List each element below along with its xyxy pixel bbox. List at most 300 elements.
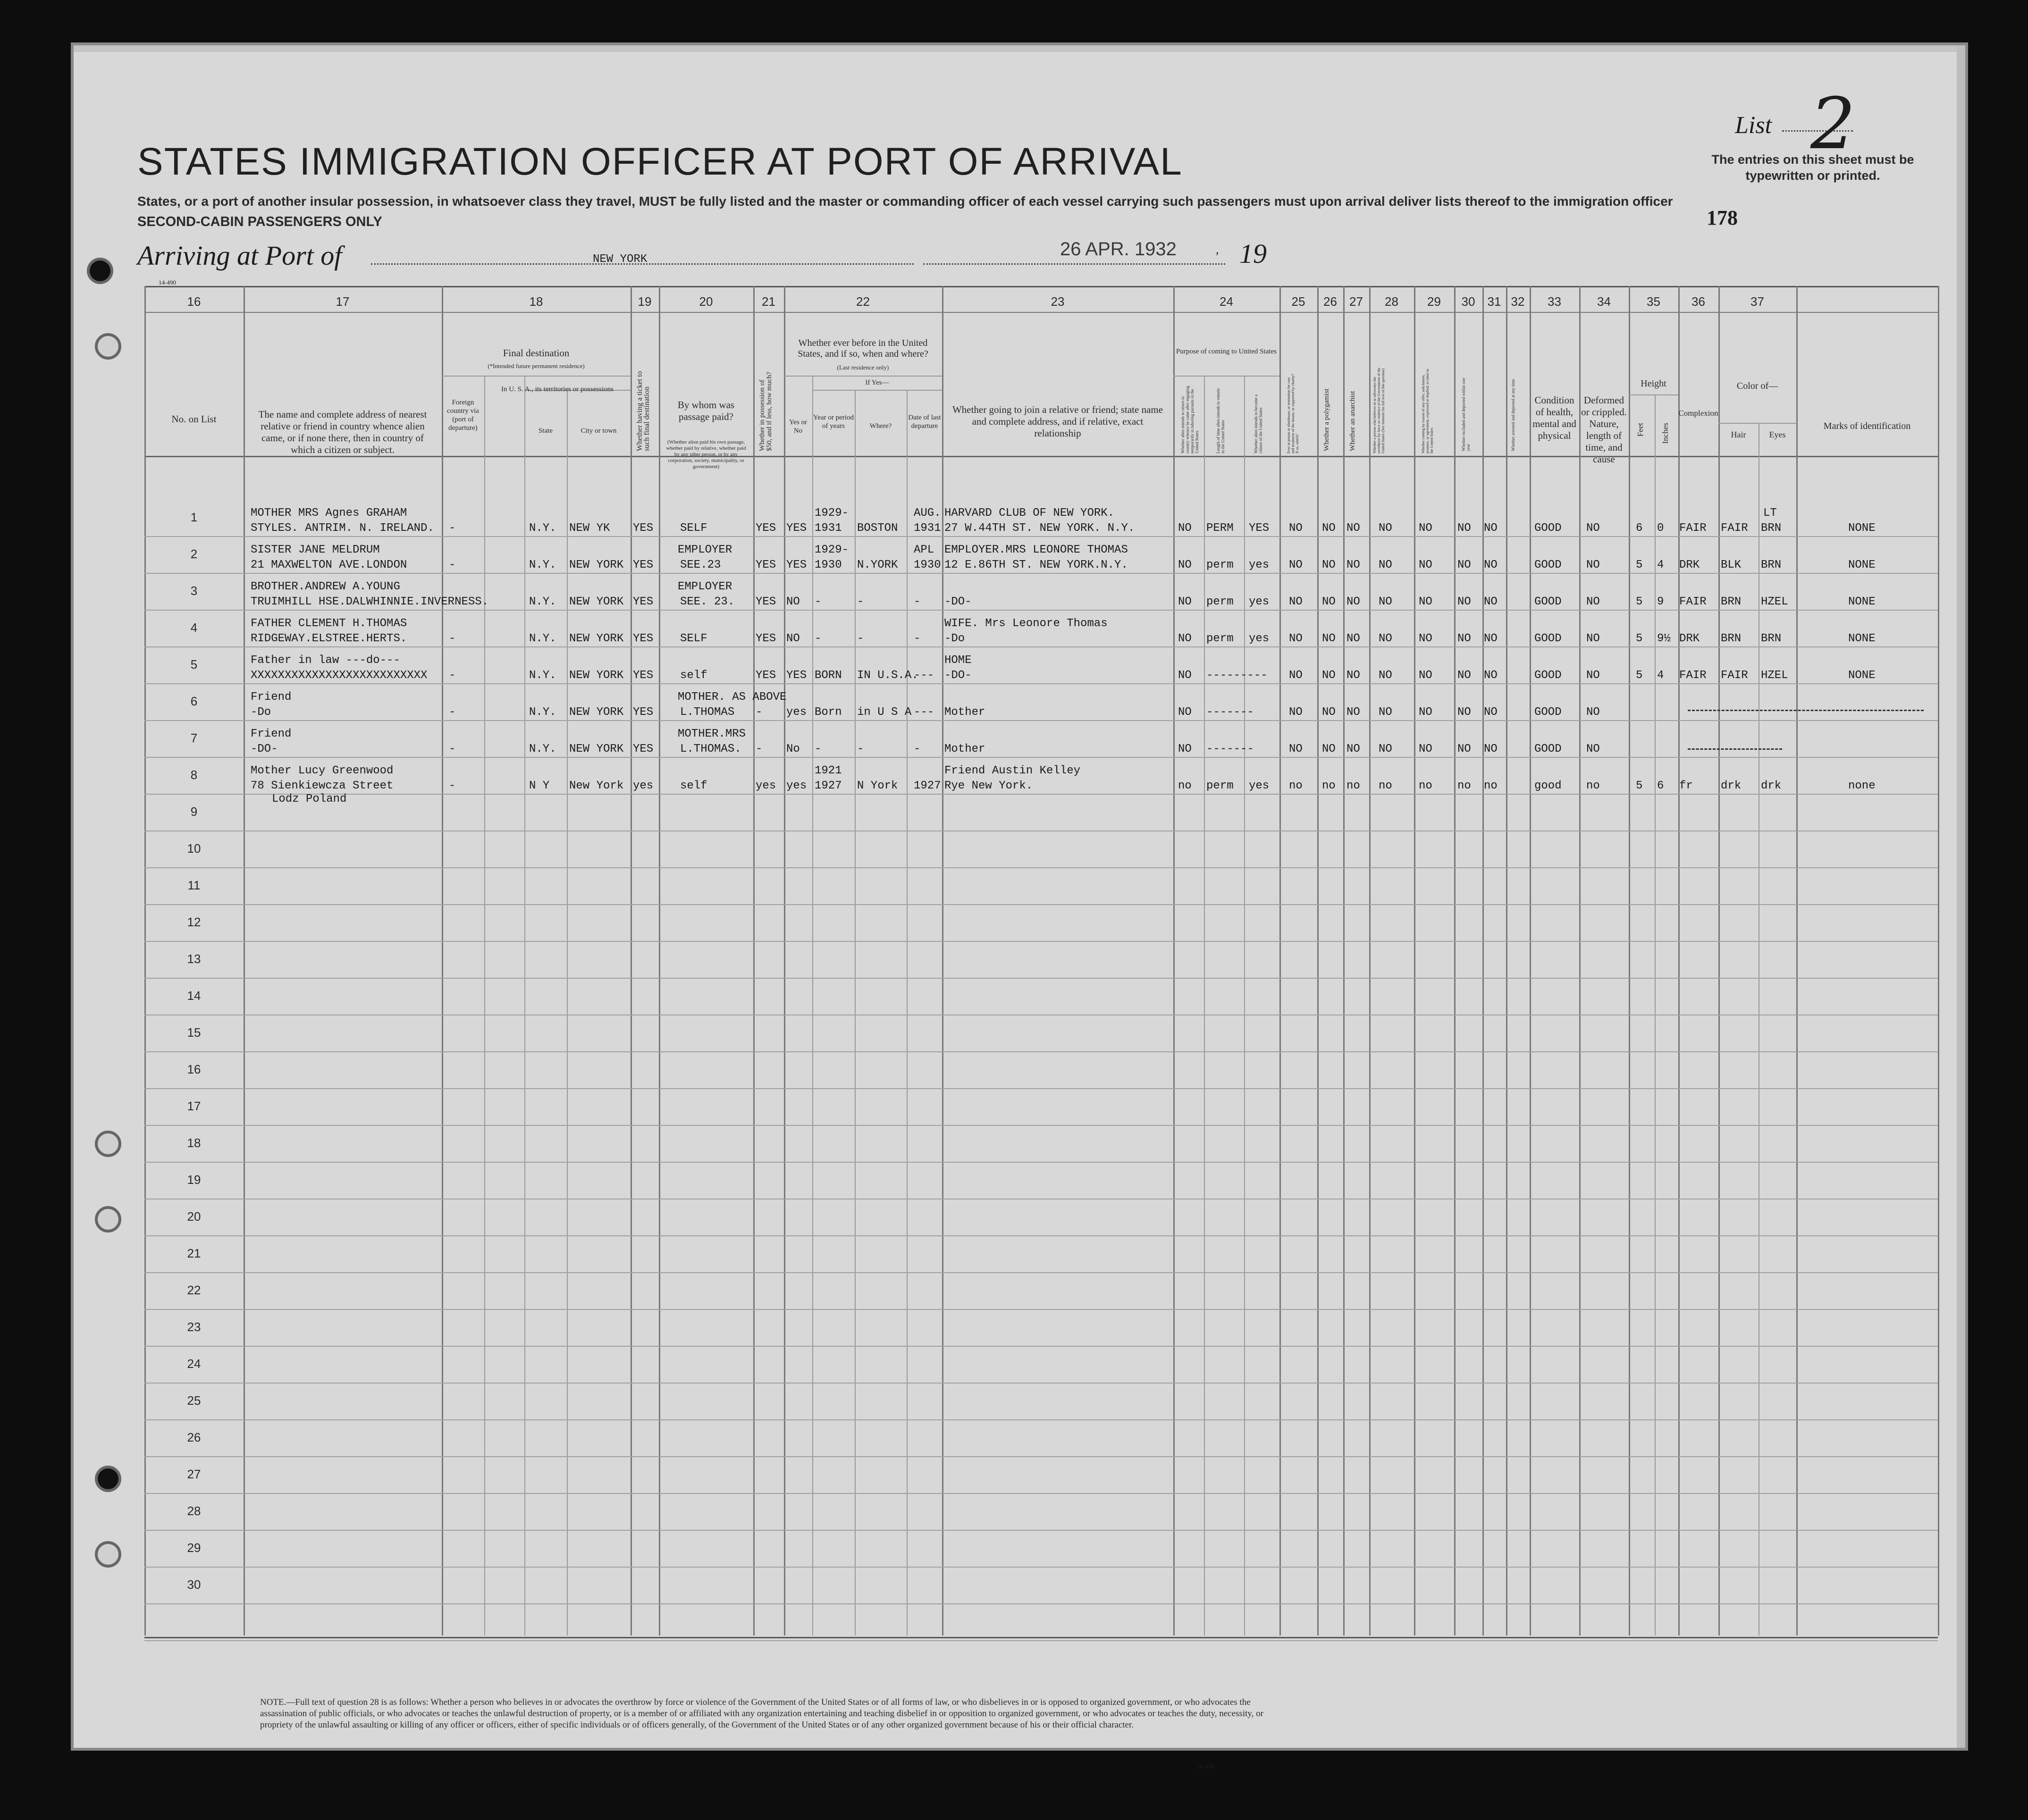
row-number: 28 — [187, 1504, 201, 1518]
row-number: 17 — [187, 1099, 201, 1113]
column-number: 37 — [1750, 294, 1764, 309]
header-where: Where? — [869, 422, 892, 430]
binder-hole — [95, 1131, 121, 1157]
foreign-country-value: - — [449, 522, 456, 535]
polygamist-value: no — [1322, 780, 1336, 792]
city-value: New York — [569, 780, 624, 792]
header-q29: Whether coming by reason of any offer, solicitation, promise, or agreement, expressed or implied, to labor in the United States — [1421, 369, 1434, 453]
row-line — [144, 941, 1938, 942]
col-line — [442, 286, 443, 1635]
relative-line-2: TRUIMHILL HSE.DALWHINNIE.INVERNESS. — [251, 595, 489, 608]
row-line — [144, 646, 1938, 647]
footer-code: 14-490 — [1197, 1763, 1214, 1770]
feet-value: 5 — [1636, 559, 1643, 571]
foreign-country-value: - — [449, 706, 456, 719]
city-value: NEW YORK — [569, 669, 624, 682]
column-number: 24 — [1220, 294, 1233, 309]
row-number: 1 — [190, 510, 198, 524]
row-line — [144, 978, 1938, 979]
ever-before-value: No — [786, 743, 800, 755]
ticket-value: YES — [633, 595, 654, 608]
return-value: NO — [1178, 706, 1192, 719]
health-value: GOOD — [1534, 559, 1562, 571]
column-number: 34 — [1597, 294, 1611, 309]
row-number: 23 — [187, 1320, 201, 1334]
row-line — [144, 1088, 1938, 1089]
date-dotted-line — [923, 263, 1225, 265]
column-number: 23 — [1051, 294, 1065, 309]
foreign-country-value: - — [449, 669, 456, 682]
row-number: 10 — [187, 841, 201, 855]
join-line-1: HARVARD CLUB OF NEW YORK. — [944, 507, 1115, 520]
return-value: NO — [1178, 595, 1192, 608]
marks-value: NONE — [1848, 632, 1876, 645]
complexion-value: fr — [1679, 780, 1693, 792]
departure-line-2: --- — [914, 706, 934, 719]
q29-value: NO — [1419, 522, 1432, 535]
paid-line-2: L.THOMAS — [680, 706, 735, 719]
polygamist-value: NO — [1322, 743, 1336, 755]
col-line — [812, 376, 813, 1635]
col-line — [244, 286, 245, 1635]
eyes-value: drk — [1761, 780, 1782, 792]
column-number: 22 — [856, 294, 870, 309]
foreign-country-value: - — [449, 743, 456, 755]
length-value: ------- — [1206, 743, 1254, 755]
header-deformed: Deformed or crippled. Nature, length of time, and cause — [1581, 394, 1627, 465]
row-line — [144, 1235, 1938, 1236]
return-value: no — [1178, 780, 1192, 792]
join-line-1: HOME — [944, 654, 972, 667]
departure-line-1: APL — [914, 544, 934, 556]
ticket-value: YES — [633, 559, 654, 571]
header-ever-before: Whether ever before in the United States, and if so, when and where? — [798, 338, 928, 359]
return-value: NO — [1178, 522, 1192, 535]
join-line-1: WIFE. Mrs Leonore Thomas — [944, 617, 1108, 630]
column-number: 26 — [1323, 294, 1337, 309]
header-final-destination: Final destination — [503, 347, 570, 359]
eyes-value: BRN — [1761, 522, 1782, 535]
anarchist-value: NO — [1346, 559, 1360, 571]
state-value: N.Y. — [529, 743, 556, 755]
deformed-value: NO — [1586, 743, 1600, 755]
polygamist-value: NO — [1322, 522, 1336, 535]
feet-value: 5 — [1636, 669, 1643, 682]
complexion-value: FAIR — [1679, 669, 1707, 682]
header-anarchist: Whether an anarchist — [1349, 391, 1356, 451]
col-line — [1718, 286, 1720, 1635]
col-line — [659, 286, 660, 1635]
join-line-2: -DO- — [944, 595, 972, 608]
q31-value: no — [1484, 780, 1498, 792]
paid-line-2: L.THOMAS. — [680, 743, 741, 755]
relative-line-1: Mother Lucy Greenwood — [251, 764, 394, 777]
column-number: 27 — [1349, 294, 1363, 309]
col-line — [907, 390, 908, 1635]
column-number: 16 — [187, 294, 201, 309]
ever-before-value: YES — [786, 559, 807, 571]
footnote: NOTE.—Full text of question 28 is as follows: Whether a person who believes in or advocates the overthrow by force or violence of the Government of the United States or of all forms of law, or who disbelieves in or is opposed to organized government, or who advocates the assassination of public officials, or who advocates or teaches the unlawful destruction of property, or is a member of or affiliated with any organization entertaining and teaching disbelief in or opposition to organized government, or who advocates or teaches the duty, necessity, or propriety of the unlawful assaulting or killing of any officer or officers, either of specific individuals or of officers generally, of the Government of the United States or of any other organized government because of his or their official character. — [260, 1697, 1263, 1730]
list-label: List — [1735, 112, 1772, 139]
year-line-1: 1929- — [815, 507, 849, 520]
ticket-value: yes — [633, 780, 654, 792]
row-line — [144, 1272, 1938, 1273]
column-number: 32 — [1511, 294, 1525, 309]
year-line-2: Born — [815, 706, 842, 719]
col-line — [567, 390, 568, 1635]
col-line — [1173, 286, 1175, 1635]
prison-value: NO — [1289, 595, 1303, 608]
q28-value: no — [1379, 780, 1392, 792]
city-value: NEW YORK — [569, 706, 624, 719]
row-number: 4 — [190, 621, 198, 635]
manifest-table — [144, 286, 1938, 1638]
paid-line-2: self — [680, 669, 707, 682]
q29-value: NO — [1419, 559, 1432, 571]
departure-line-1: AUG. — [914, 507, 941, 520]
row-line — [144, 1603, 1938, 1604]
q28-value: NO — [1379, 632, 1392, 645]
length-value: ------- — [1206, 706, 1254, 719]
eyes-value: HZEL — [1761, 595, 1788, 608]
where-value: N.YORK — [857, 559, 898, 571]
row-line — [144, 1493, 1938, 1494]
citizen-value: YES — [1249, 522, 1270, 535]
row-line — [144, 794, 1938, 795]
header-q31: Whether arrested and deported at any time — [1511, 379, 1515, 451]
q30-value: NO — [1457, 632, 1471, 645]
instruction-line-1: States, or a port of another insular possession, in whatsoever class they travel, MUST be fully listed and the master or commanding officer of each vessel carrying such passengers must upon arrival deliver lists thereof to the immigration officer — [137, 194, 1673, 209]
money-value: yes — [756, 780, 776, 792]
row-line — [144, 536, 1938, 537]
money-value: YES — [756, 595, 776, 608]
join-line-1: Friend Austin Kelley — [944, 764, 1081, 777]
column-number: 28 — [1385, 294, 1398, 309]
city-value: NEW YORK — [569, 743, 624, 755]
binder-hole — [95, 1206, 121, 1233]
header-purpose-b: Length of time alien intends to remain in the United States — [1216, 388, 1225, 453]
subheader-line — [1718, 423, 1796, 424]
row-line — [144, 904, 1938, 905]
relative-line-2: -Do — [251, 706, 271, 719]
header-relative-address: The name and complete address of nearest relative or friend in country whence alien came, or if none there, then in country of which a citizen or subject. — [258, 409, 427, 455]
header-polygamist: Whether a polygamist — [1323, 388, 1330, 451]
inches-value: 4 — [1657, 559, 1664, 571]
header-final-destination-sub: (*Intended future permanent residence) — [488, 362, 585, 369]
header-ticket: Whether having a ticket to such final destination — [636, 371, 651, 451]
eyes-value: BRN — [1761, 559, 1782, 571]
paid-line-1: MOTHER.MRS — [678, 728, 746, 740]
q30-value: NO — [1457, 669, 1471, 682]
row-number: 11 — [187, 878, 201, 892]
money-value: YES — [756, 632, 776, 645]
eyes-value: HZEL — [1761, 669, 1788, 682]
deformed-value: NO — [1586, 559, 1600, 571]
length-value: perm — [1206, 780, 1234, 792]
where-value: IN U.S.A. — [857, 669, 918, 682]
row-number: 5 — [190, 657, 198, 671]
relative-line-1: Friend — [251, 728, 292, 740]
subheader-line — [1173, 376, 1279, 377]
inches-value: 6 — [1657, 780, 1664, 792]
year-line-1: 1929- — [815, 544, 849, 556]
subheader-line — [1629, 394, 1678, 395]
anarchist-value: NO — [1346, 522, 1360, 535]
subheader-line — [442, 376, 631, 377]
relative-line-1: SISTER JANE MELDRUM — [251, 544, 380, 556]
column-number: 29 — [1427, 294, 1441, 309]
header-purpose-c: Whether alien intends to become a citizen of the United States — [1254, 394, 1263, 453]
ever-before-value: yes — [786, 706, 807, 719]
complexion-value: FAIR — [1679, 522, 1707, 535]
citizen-value: yes — [1249, 595, 1270, 608]
q31-value: NO — [1484, 743, 1498, 755]
inches-value: 9½ — [1657, 632, 1671, 645]
paid-line-2: self — [680, 780, 707, 792]
q29-value: no — [1419, 780, 1432, 792]
ever-before-value: YES — [786, 669, 807, 682]
year-line-2: 1931 — [815, 522, 842, 535]
column-number: 21 — [762, 294, 775, 309]
col-line — [524, 376, 525, 1635]
continuation-dash — [1688, 710, 1924, 711]
q30-value: no — [1457, 780, 1471, 792]
col-line — [1629, 286, 1630, 1635]
row-line — [144, 1383, 1938, 1384]
marks-value: NONE — [1848, 669, 1876, 682]
row-line — [144, 1309, 1938, 1310]
relative-line-1: BROTHER.ANDREW A.YOUNG — [251, 580, 400, 593]
binder-hole — [95, 1541, 121, 1568]
column-number: 33 — [1548, 294, 1561, 309]
year-line-2: - — [815, 595, 822, 608]
length-value: perm — [1206, 595, 1234, 608]
prison-value: NO — [1289, 522, 1303, 535]
where-value: - — [857, 595, 864, 608]
q29-value: NO — [1419, 706, 1432, 719]
prison-value: NO — [1289, 669, 1303, 682]
health-value: GOOD — [1534, 522, 1562, 535]
anarchist-value: no — [1346, 780, 1360, 792]
relative-line-2: RIDGEWAY.ELSTREE.HERTS. — [251, 632, 407, 645]
money-value: - — [756, 743, 763, 755]
header-feet: Feet — [1636, 423, 1645, 437]
marks-value: NONE — [1848, 595, 1876, 608]
health-value: GOOD — [1534, 706, 1562, 719]
relative-line-2: STYLES. ANTRIM. N. IRELAND. — [251, 522, 434, 535]
header-year: Year or period of years — [813, 414, 854, 430]
q31-value: NO — [1484, 559, 1498, 571]
inches-value: 4 — [1657, 669, 1664, 682]
column-number: 18 — [529, 294, 543, 309]
row-line — [144, 757, 1938, 758]
header-separator — [144, 456, 1938, 457]
row-number: 16 — [187, 1062, 201, 1076]
row-line — [144, 1125, 1938, 1126]
ticket-value: YES — [633, 522, 654, 535]
marks-value: NONE — [1848, 559, 1876, 571]
header-eyes: Eyes — [1769, 430, 1786, 439]
q31-value: NO — [1484, 706, 1498, 719]
where-value: - — [857, 632, 864, 645]
deformed-value: NO — [1586, 595, 1600, 608]
col-line — [1678, 286, 1680, 1635]
column-number: 30 — [1461, 294, 1475, 309]
departure-line-2: - — [914, 595, 921, 608]
col-line — [1244, 376, 1245, 1635]
year-prefix: 19 — [1239, 238, 1267, 269]
paid-line-1: MOTHER. AS ABOVE — [678, 691, 787, 704]
inches-value: 0 — [1657, 522, 1664, 535]
header-prison: Ever in prison or almshouse, or institution for care and treatment of the insane, or supported by charity? If so, which? — [1287, 374, 1299, 453]
anarchist-value: NO — [1346, 669, 1360, 682]
paid-line-2: SELF — [680, 632, 707, 645]
header-purpose-a: Whether alien intends to return to country whence he came after engaging temporarily in laboring pursuits in the United States — [1180, 386, 1199, 453]
row-number: 22 — [187, 1283, 201, 1297]
row-number: 8 — [190, 768, 198, 782]
health-value: GOOD — [1534, 595, 1562, 608]
entries-note: The entries on this sheet must be typewritten or printed. — [1711, 152, 1914, 183]
ticket-value: YES — [633, 743, 654, 755]
deformed-value: no — [1586, 780, 1600, 792]
deformed-value: NO — [1586, 706, 1600, 719]
eyes-line-1: LT — [1763, 507, 1777, 520]
header-no-on-list: No. on List — [171, 413, 217, 425]
row-number: 18 — [187, 1136, 201, 1150]
row-number: 26 — [187, 1430, 201, 1444]
q29-value: NO — [1419, 743, 1432, 755]
state-value: N.Y. — [529, 595, 556, 608]
page-edge-top — [74, 45, 1965, 52]
q31-value: NO — [1484, 669, 1498, 682]
join-line-1: EMPLOYER.MRS LEONORE THOMAS — [944, 544, 1128, 556]
money-value: YES — [756, 669, 776, 682]
citizen-value: yes — [1249, 632, 1270, 645]
q30-value: NO — [1457, 559, 1471, 571]
row-number: 20 — [187, 1209, 201, 1224]
paid-line-1: EMPLOYER — [678, 580, 732, 593]
complexion-value: DRK — [1679, 559, 1700, 571]
column-number: 17 — [336, 294, 350, 309]
row-number: 21 — [187, 1246, 201, 1260]
year-line-2: 1927 — [815, 780, 842, 792]
join-line-2: 12 E.86TH ST. NEW YORK.N.Y. — [944, 559, 1128, 571]
year-line-2: - — [815, 743, 822, 755]
feet-value: 5 — [1636, 632, 1643, 645]
q28-value: NO — [1379, 559, 1392, 571]
paid-line-1: EMPLOYER — [678, 544, 732, 556]
manifest-sheet: List 2 The entries on this sheet must be typewritten or printed. 178 STATES IMMIGRATION OFFICER AT PORT OF ARRIVAL States, or a port of another insular possession, in whatsoever class they travel, MUST be fully listed and the master or commanding officer of each vessel carrying such passengers must upon arrival deliver lists thereof to the immigration officer SECOND-CABIN PASSENGERS ONLY Arriving at Port of NEW YORK 26 APR. 1932 , 19 14-490 16 17 18 19 20 21 22 23 24 25 26 27 28 29 30 31 32 33 34 35 36 37 No. on List The name and complete address of nearest relative or friend in country whence alien came, or if none there, then in country of which a citizen or subject. Final destination (*Intended future permanent residence) Foreign country via (port of departure) In U. S. A., its territories or possessions State City or town Whether having a ticket to such final destination By whom was passage paid? (Whether alien paid his own passage, whether paid by relative, whether paid by any other person, or by any corporation, society, municipality, or government) Whether in possession of $50, and if less, how much? Whether ever before in the United States, and if so, when and where? (Last residence only) If Yes— Yes or No Year or period of years Where? Date of last departure Whether going to join a relative or friend; state name and complete address, and if relative, exact relationship Purpose of coming to United States Whether alien intends to return to country whence he came after engaging temporarily in laboring pursuits in the United States Length of time alien intends to remain in the United States Whether alien intends to become a citizen of the United States Ever in prison or almshouse, or institution for care and treatment of the insane, or supported by charity? If so, which? Whether a polygamist Whether an anarchist Whether a person who believes in or advocates the overthrow by force or violence of the Government of the United States (See footnote for full text of this question) Whether coming by reason of any offer, solicitation, promise, or agreement, expressed or implied, to labor in the United States Whether excluded and deported within one year Whether arrested and deported at any time Condition of health, mental and physical Deformed or crippled. Nature, length of time, and cause Height Feet Inches Complexion Color of— Hair Eyes Marks of identification 1 2 3 4 5 6 7 8 9 10 11 12 13 14 15 16 17 18 19 20 21 22 23 24 25 26 27 28 29 30 MOTHER MRS Agnes GRAHAM STYLES. ANTRIM. N. IRELAND. - N.Y. NEW YK YES SELF YES YES 1929- 1931 BOSTON AUG. 1931 HARVARD CLUB OF NEW YORK. 27 W.44TH ST. NEW YORK. N.Y. NO PERM YES NO NO NO NO NO NO NO GOOD NO 6 0 FAIR FAIR LT BRN NONE SISTER JANE MELDRUM 21 MAXWELTON AVE.LONDON - N.Y. NEW YORK YES EMPLOYER SEE.23 YES YES 1929- 1930 N.YORK APL 1930 EMPLOYER.MRS LEONORE THOMAS 12 E.86TH ST. NEW YORK.N.Y. NO perm yes NO NO NO NO NO NO NO GOOD NO 5 4 DRK BLK BRN NONE BROTHER.ANDREW A.YOUNG TRUIMHILL HSE.DALWHINNIE.INVERNESS. N.Y. NEW YORK YES EMPLOYER SEE. 23. YES NO - - - -DO- NO perm yes NO NO NO NO NO NO NO GOOD NO 5 9 FAIR BRN HZEL NONE FATHER CLEMENT H.THOMAS RIDGEWAY.ELSTREE.HERTS. - N.Y. NEW YORK YES SELF YES NO - - - WIFE. Mrs Leonore Thomas -Do NO perm yes NO NO NO NO NO NO NO GOOD NO 5 9½ DRK BRN BRN NONE Father in law ---do--- XXXXXXXXXXXXXXXXXXXXXXXXXX - N.Y. NEW YORK YES self YES YES BORN IN U.S.A. --- HOME -DO- NO --------- NO NO NO NO NO NO NO GOOD NO 5 4 FAIR FAIR HZEL NONE Friend -Do - N.Y. NEW YORK YES MOTHER. AS ABOVE L.THOMAS - yes Born in U S A --- Mother NO ------- NO NO NO NO NO NO NO GOOD NO Friend -DO- - N.Y. NEW YORK YES MOTHER.MRS L.THOMAS. - No - - - Mother NO ------- NO NO NO NO NO NO NO GOOD NO Mother Lucy Greenwood 78 Sienkiewcza Street Lodz Poland - N Y New York yes self yes yes 1921 1927 N York 1927 Friend Austin Kelley Rye New York. no perm yes no no no no no no no good no 5 6 fr drk drk none NOTE.—Full text of question 28 is as follows: Whether a person who believes in or advocates the overthrow by force or violence of the Government of the United States or of all forms of law, or who disbelieves in or is opposed to organized government, or who advocates the assassination of public officials, or who advocates or teaches the unlawful destruction of property, or is a member of or affiliated with any organization entertaining and teaching disbelief in or opposition to organized government, or who advocates or teaches the duty, necessity, or propriety of the unlawful assaulting or killing of any officer or officers, either of specific individuals or of officers generally, of the Government of the United States or of any other organized government because of his or their official character. 14-490 — [71, 42, 1968, 1751]
city-value: NEW YORK — [569, 595, 624, 608]
row-line — [144, 573, 1938, 574]
subheader-line — [812, 390, 942, 391]
city-value: NEW YK — [569, 522, 610, 535]
row-number: 15 — [187, 1025, 201, 1040]
length-value: perm — [1206, 559, 1234, 571]
list-number: 2 — [1810, 83, 1856, 165]
binder-hole — [95, 1466, 121, 1492]
col-line — [1369, 286, 1371, 1635]
sheet-number: 178 — [1707, 206, 1738, 229]
col-line — [1938, 286, 1939, 1635]
header-color-of: Color of— — [1736, 381, 1778, 391]
departure-line-2: 1927 — [914, 780, 941, 792]
header-height: Height — [1641, 378, 1666, 389]
header-complexion: Complexion — [1678, 409, 1718, 418]
col-line — [1414, 286, 1415, 1635]
prison-value: no — [1289, 780, 1303, 792]
row-line — [144, 867, 1938, 868]
complexion-value: FAIR — [1679, 595, 1707, 608]
where-value: BOSTON — [857, 522, 898, 535]
hair-value: BLK — [1721, 559, 1742, 571]
header-passage-paid-sub: (Whether alien paid his own passage, whether paid by relative, whether paid by any other person, or by any corporation, society, municipality, or government) — [666, 439, 746, 470]
col-line — [1317, 286, 1319, 1635]
health-value: good — [1534, 780, 1562, 792]
continuation-dash — [1688, 748, 1782, 750]
where-value: - — [857, 743, 864, 755]
deformed-value: NO — [1586, 669, 1600, 682]
departure-line-2: - — [914, 743, 921, 755]
paid-line-2: SEE.23 — [680, 559, 721, 571]
q31-value: NO — [1484, 595, 1498, 608]
header-inches: Inches — [1661, 423, 1670, 444]
colnum-separator — [144, 312, 1938, 313]
q28-value: NO — [1379, 669, 1392, 682]
departure-line-2: - — [914, 632, 921, 645]
prison-value: NO — [1289, 706, 1303, 719]
row-line — [144, 1162, 1938, 1163]
header-if-yes: If Yes— — [865, 379, 889, 386]
city-value: NEW YORK — [569, 559, 624, 571]
row-number: 3 — [190, 584, 198, 598]
header-money: Whether in possession of $50, and if less, how much? — [758, 372, 773, 451]
row-number: 27 — [187, 1467, 201, 1481]
length-value: --------- — [1206, 669, 1268, 682]
feet-value: 5 — [1636, 595, 1643, 608]
header-hair: Hair — [1731, 430, 1746, 439]
city-value: NEW YORK — [569, 632, 624, 645]
column-number: 20 — [699, 294, 713, 309]
ever-before-value: NO — [786, 595, 800, 608]
prison-value: NO — [1289, 559, 1303, 571]
ticket-value: YES — [633, 669, 654, 682]
col-line — [484, 376, 485, 1635]
header-purpose: Purpose of coming to United States — [1176, 348, 1277, 355]
subheader-line — [784, 376, 942, 377]
q30-value: NO — [1457, 706, 1471, 719]
relative-line-1: Friend — [251, 691, 292, 704]
relative-line-1: FATHER CLEMENT H.THOMAS — [251, 617, 407, 630]
row-number: 24 — [187, 1357, 201, 1371]
q28-value: NO — [1379, 595, 1392, 608]
foreign-country-value: - — [449, 780, 456, 792]
money-value: - — [756, 706, 763, 719]
col-line — [631, 286, 632, 1635]
q28-value: NO — [1379, 706, 1392, 719]
row-number: 30 — [187, 1577, 201, 1592]
col-line — [1796, 286, 1798, 1635]
q28-value: NO — [1379, 743, 1392, 755]
anarchist-value: NO — [1346, 743, 1360, 755]
instruction-line-2: SECOND-CABIN PASSENGERS ONLY — [137, 214, 382, 229]
row-number: 13 — [187, 952, 201, 966]
col-line — [1204, 376, 1205, 1635]
health-value: GOOD — [1534, 669, 1562, 682]
hair-value: FAIR — [1721, 669, 1748, 682]
header-q28: Whether a person who believes in or advocates the overthrow by force or violence of the Government of the United States (See footnote for full text of this question) — [1372, 368, 1385, 453]
row-line — [144, 720, 1938, 721]
